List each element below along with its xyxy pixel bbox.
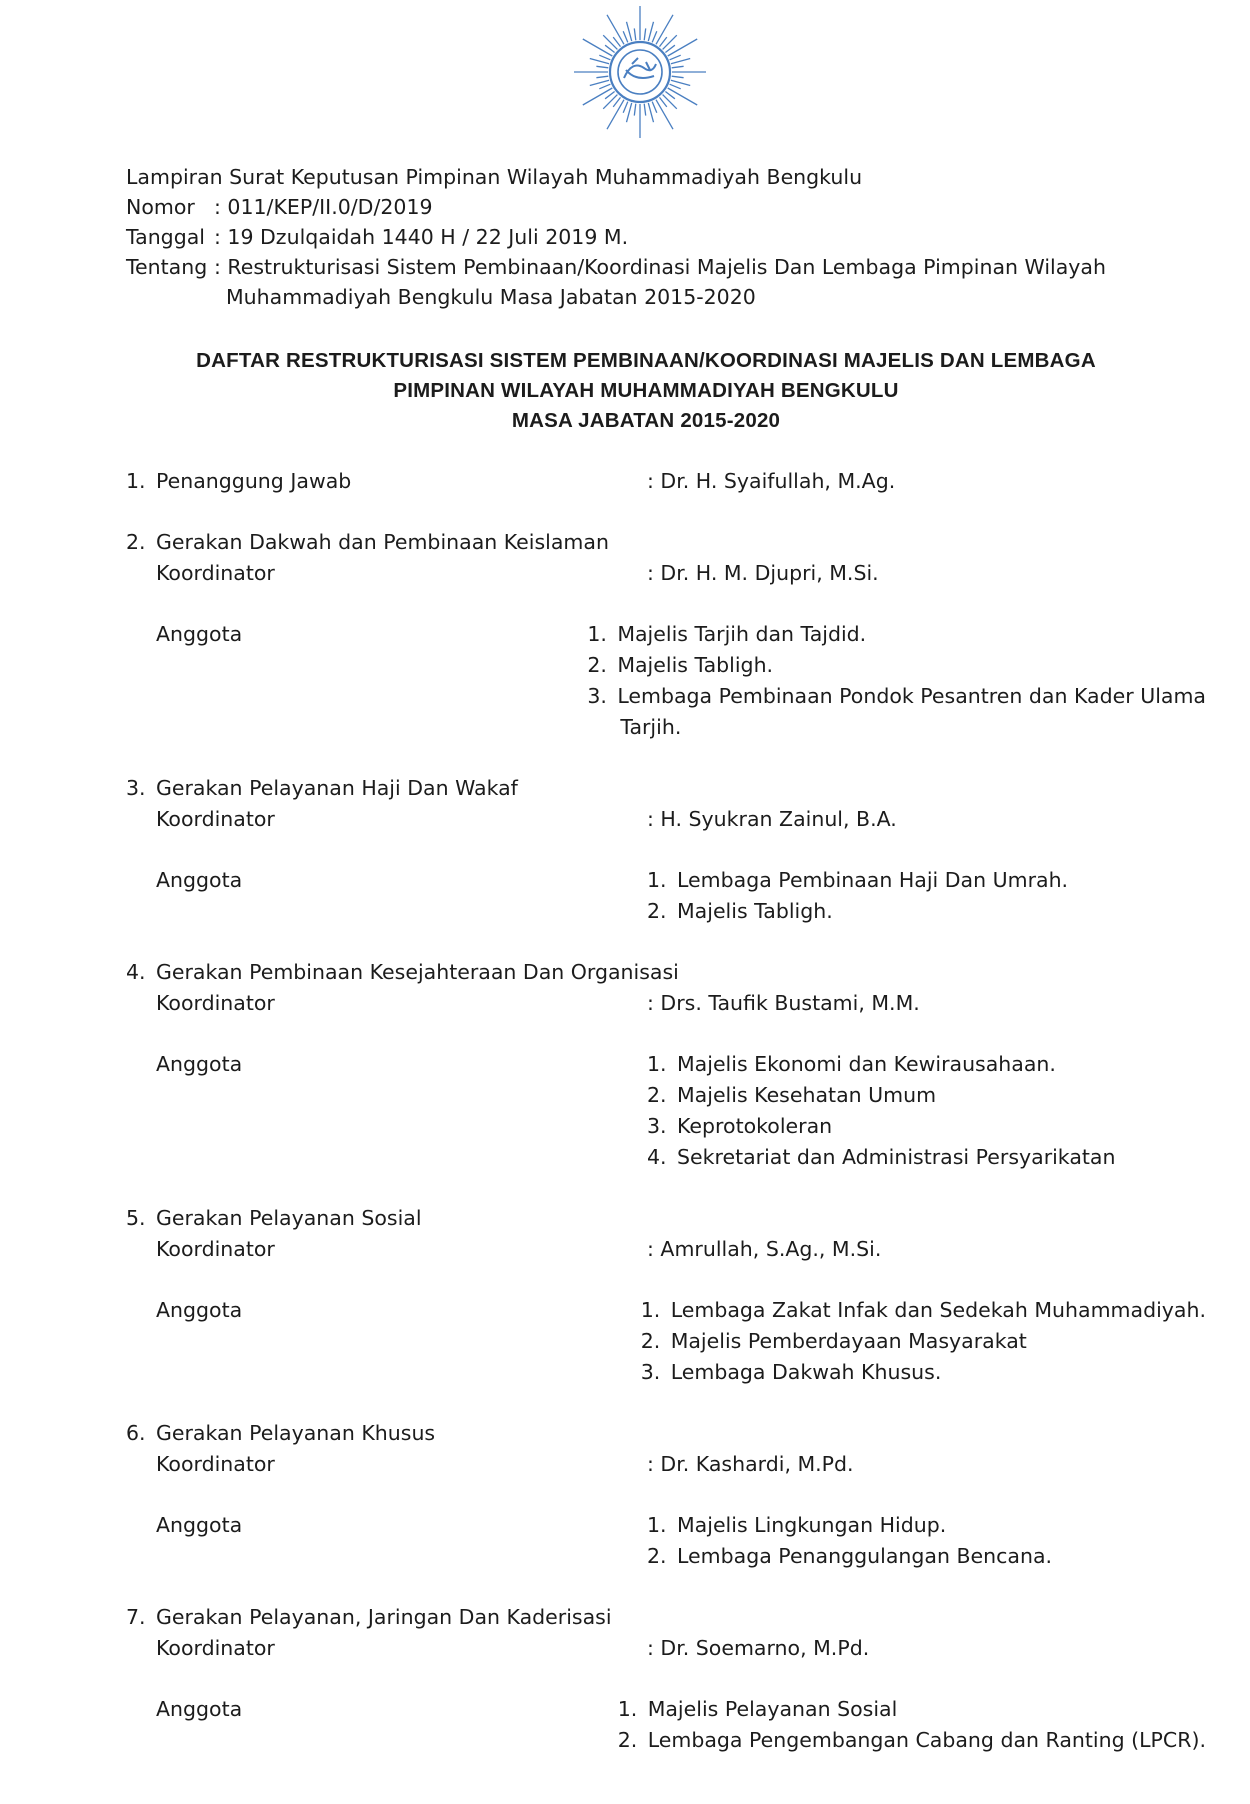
title-line-1: DAFTAR RESTRUKTURISASI SISTEM PEMBINAAN/KOORDINASI MAJELIS DAN LEMBAGA (196, 349, 1096, 372)
member-text: Lembaga Pembinaan Haji Dan Umrah. (677, 868, 1069, 892)
member-text: Lembaga Penanggulangan Bencana. (677, 1544, 1053, 1568)
anggota-label: Anggota (156, 1697, 243, 1721)
item-title: Gerakan Pelayanan Khusus (156, 1421, 436, 1445)
list-item (126, 466, 1206, 497)
member-text: Majelis Pemberdayaan Masyarakat (670, 1329, 1027, 1353)
koordinator-value: : Dr. Soemarno, M.Pd. (647, 1636, 870, 1660)
member-item (647, 1510, 1052, 1541)
item-number: 7. (126, 1605, 146, 1629)
member-item (647, 1049, 1115, 1080)
koordinator-label: Koordinator (156, 1237, 275, 1261)
member-text: Sekretariat dan Administrasi Persyarikatan (677, 1145, 1116, 1169)
member-item (587, 681, 1206, 712)
member-item (647, 1080, 1115, 1111)
item-number: 3. (126, 776, 146, 800)
koordinator-label: Koordinator (156, 1452, 275, 1476)
member-list (647, 1049, 1115, 1173)
item-label: Penanggung Jawab (156, 469, 352, 493)
coordination-list (126, 466, 1206, 1756)
member-number: 1. (647, 868, 667, 892)
item-title: Gerakan Dakwah dan Pembinaan Keislaman (156, 530, 609, 554)
member-number: 2. (587, 653, 607, 677)
list-item (126, 527, 1206, 743)
member-number: 3. (647, 1114, 667, 1138)
item-title: Gerakan Pelayanan Haji Dan Wakaf (156, 776, 518, 800)
member-text: Lembaga Pengembangan Cabang dan Ranting (LPCR). (647, 1728, 1206, 1752)
member-item (618, 1694, 1206, 1725)
member-item (647, 1541, 1052, 1572)
document-title (126, 346, 1166, 436)
member-text: Majelis Lingkungan Hidup. (677, 1513, 947, 1537)
member-number: 3. (640, 1360, 661, 1384)
member-list (587, 619, 1206, 743)
item-title: Gerakan Pelayanan Sosial (156, 1206, 422, 1230)
member-text: Keprotokoleran (677, 1114, 833, 1138)
member-number: 4. (647, 1145, 667, 1169)
member-number: 1. (617, 1697, 638, 1721)
member-number: 2. (647, 899, 667, 923)
member-item (647, 865, 1068, 896)
list-item (126, 957, 1206, 1173)
koordinator-label: Koordinator (156, 1636, 275, 1660)
list-item (126, 1602, 1206, 1756)
member-item (647, 1142, 1115, 1173)
item-number: 5. (126, 1206, 146, 1230)
nomor-label: Nomor (126, 195, 195, 219)
anggota-label: Anggota (156, 622, 243, 646)
member-list (618, 1694, 1206, 1756)
koordinator-value: : Drs. Taufik Bustami, M.M. (647, 991, 920, 1015)
title-line-2: PIMPINAN WILAYAH MUHAMMADIYAH BENGKULU (393, 379, 899, 402)
member-item (641, 1326, 1206, 1357)
member-item (647, 896, 1068, 927)
koordinator-label: Koordinator (156, 807, 275, 831)
member-number: 1. (647, 1513, 667, 1537)
member-list (647, 1510, 1052, 1572)
list-item (126, 1418, 1206, 1572)
member-text: Majelis Kesehatan Umum (677, 1083, 937, 1107)
koordinator-value: : Amrullah, S.Ag., M.Si. (647, 1237, 882, 1261)
tanggal-value: : 19 Dzulqaidah 1440 H / 22 Juli 2019 M. (214, 225, 629, 249)
anggota-label: Anggota (156, 1052, 243, 1076)
list-item (126, 1203, 1206, 1388)
letter-header (126, 162, 1106, 312)
item-number: 6. (126, 1421, 146, 1445)
tentang-continuation: Muhammadiyah Bengkulu Masa Jabatan 2015-2020 (226, 285, 756, 309)
list-item (126, 773, 1206, 927)
anggota-label: Anggota (156, 1513, 243, 1537)
member-item (641, 1357, 1206, 1388)
member-number: 2. (617, 1728, 638, 1752)
member-number: 2. (647, 1083, 667, 1107)
member-text: Lembaga Dakwah Khusus. (670, 1360, 942, 1384)
member-number: 2. (647, 1544, 667, 1568)
member-text: Majelis Pelayanan Sosial (647, 1697, 898, 1721)
member-text-continuation: Tarjih. (620, 715, 682, 739)
member-item (641, 1295, 1206, 1326)
muhammadiyah-logo-icon (562, 4, 718, 144)
member-number: 1. (587, 622, 607, 646)
member-item (618, 1725, 1206, 1756)
anggota-label: Anggota (156, 868, 243, 892)
member-item-continuation (587, 712, 1206, 743)
member-number: 2. (640, 1329, 661, 1353)
member-text: Majelis Ekonomi dan Kewirausahaan. (677, 1052, 1056, 1076)
item-title: Gerakan Pelayanan, Jaringan Dan Kaderisasi (156, 1605, 612, 1629)
title-line-3: MASA JABATAN 2015-2020 (511, 409, 781, 432)
tentang-value: : Restrukturisasi Sistem Pembinaan/Koordinasi Majelis Dan Lembaga Pimpinan Wilayah (214, 255, 1106, 279)
item-title: Gerakan Pembinaan Kesejahteraan Dan Organisasi (156, 960, 679, 984)
member-list (641, 1295, 1206, 1388)
member-text: Majelis Tarjih dan Tajdid. (617, 622, 867, 646)
member-text: Lembaga Pembinaan Pondok Pesantren dan Kader Ulama (617, 684, 1206, 708)
member-text: Lembaga Zakat Infak dan Sedekah Muhammadiyah. (670, 1298, 1206, 1322)
nomor-value: : 011/KEP/II.0/D/2019 (214, 195, 433, 219)
member-item (587, 619, 1206, 650)
koordinator-value: : H. Syukran Zainul, B.A. (647, 807, 897, 831)
koordinator-value: : Dr. H. M. Djupri, M.Si. (647, 561, 879, 585)
item-number: 1. (126, 469, 146, 493)
lampiran-text: Lampiran Surat Keputusan Pimpinan Wilayah Muhammadiyah Bengkulu (126, 165, 863, 189)
member-number: 1. (640, 1298, 661, 1322)
member-number: 1. (647, 1052, 667, 1076)
koordinator-value: : Dr. Kashardi, M.Pd. (647, 1452, 854, 1476)
member-text: Majelis Tabligh. (617, 653, 774, 677)
item-value: : Dr. H. Syaifullah, M.Ag. (647, 469, 896, 493)
member-list (647, 865, 1068, 927)
member-number: 3. (587, 684, 607, 708)
tentang-label: Tentang (126, 255, 208, 279)
item-number: 4. (126, 960, 146, 984)
koordinator-label: Koordinator (156, 561, 275, 585)
koordinator-label: Koordinator (156, 991, 275, 1015)
tanggal-label: Tanggal (126, 225, 205, 249)
item-number: 2. (126, 530, 146, 554)
member-item (587, 650, 1206, 681)
member-text: Majelis Tabligh. (677, 899, 833, 923)
anggota-label: Anggota (156, 1298, 243, 1322)
member-item (647, 1111, 1115, 1142)
